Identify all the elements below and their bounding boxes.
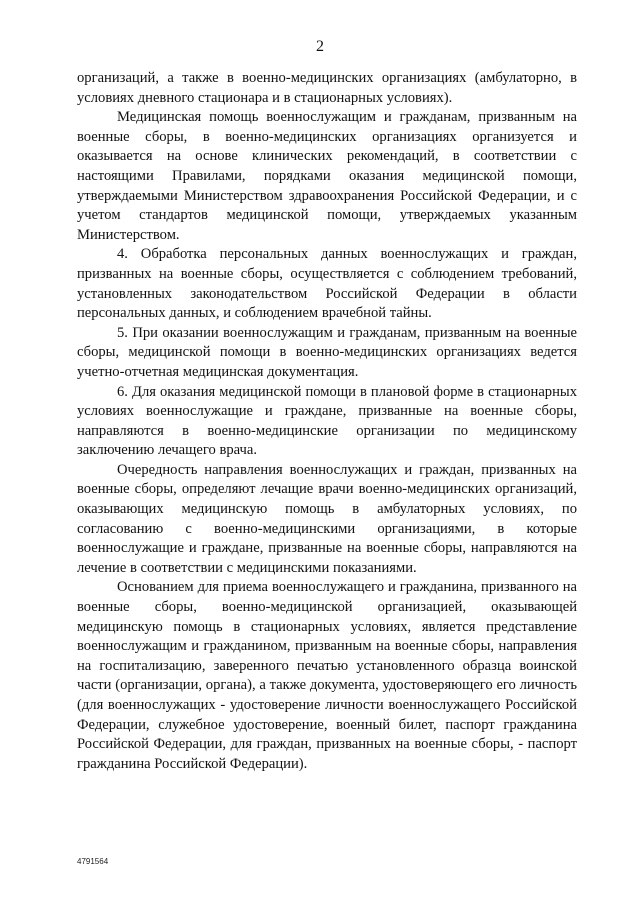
paragraph-item-4: 4. Обработка персональных данных военнослужащих и граждан, призванных на военные сборы, осуществляется с соблюдением требований, установленных законодательством Российской Федерации в области персональных данных, и соблюдением врачебной тайны. [77,246,577,322]
paragraph-continuation: организаций, а также в военно-медицинских организациях (амбулаторно, в условиях дневного стационара и в стационарных условиях). [77,70,577,106]
paragraph-medical-care: Медицинская помощь военнослужащим и гражданам, призванным на военные сборы, в военно-медицинских организациях организуется и оказывается на основе клинических рекомендаций, в соответствии с настоящими Правилами, порядками оказания медицинской помощи, утверждаемыми Министерством здравоохранения Российской Федерации, и с учетом стандартов медицинской помощи, утверждаемых указанным Министерством. [77,109,577,243]
document-body [77,69,577,774]
paragraph-queue-order: Очередность направления военнослужащих и граждан, призванных на военные сборы, определяют лечащие врачи военно-медицинских организаций, оказывающих медицинскую помощь в амбулаторных условиях, по согласованию с военно-медицинскими организациями, в которые военнослужащие и граждане, призванные на военные сборы, направляются на лечение в соответствии с медицинскими показаниями. [77,461,577,576]
paragraph-item-6: 6. Для оказания медицинской помощи в плановой форме в стационарных условиях военнослужащие и граждане, призванные на военные сборы, направляются в военно-медицинские организации по медицинскому заключению лечащего врача. [77,383,577,459]
page-number: 2 [316,38,324,55]
document-code: 4791564 [77,857,109,866]
paragraph-admission-basis: Основанием для приема военнослужащего и гражданина, призванного на военные сборы, военно-медицинской организацией, оказывающей медицинскую помощь в стационарных условиях, является представление военнослужащим и гражданином, призванным на военные сборы, направления на госпитализацию, заверенного печатью установленного образца воинской части (организации, органа), а также документа, удостоверяющего его личность (для военнослужащих - удостоверение личности военнослужащего Российской Федерации, служебное удостоверение, военный билет, паспорт гражданина Российской Федерации, для граждан, призванных на военные сборы, - паспорт гражданина Российской Федерации). [77,579,577,772]
paragraph-item-5: 5. При оказании военнослужащим и гражданам, призванным на военные сборы, медицинской помощи в военно-медицинских организациях ведется учетно-отчетная медицинская документация. [77,324,577,380]
